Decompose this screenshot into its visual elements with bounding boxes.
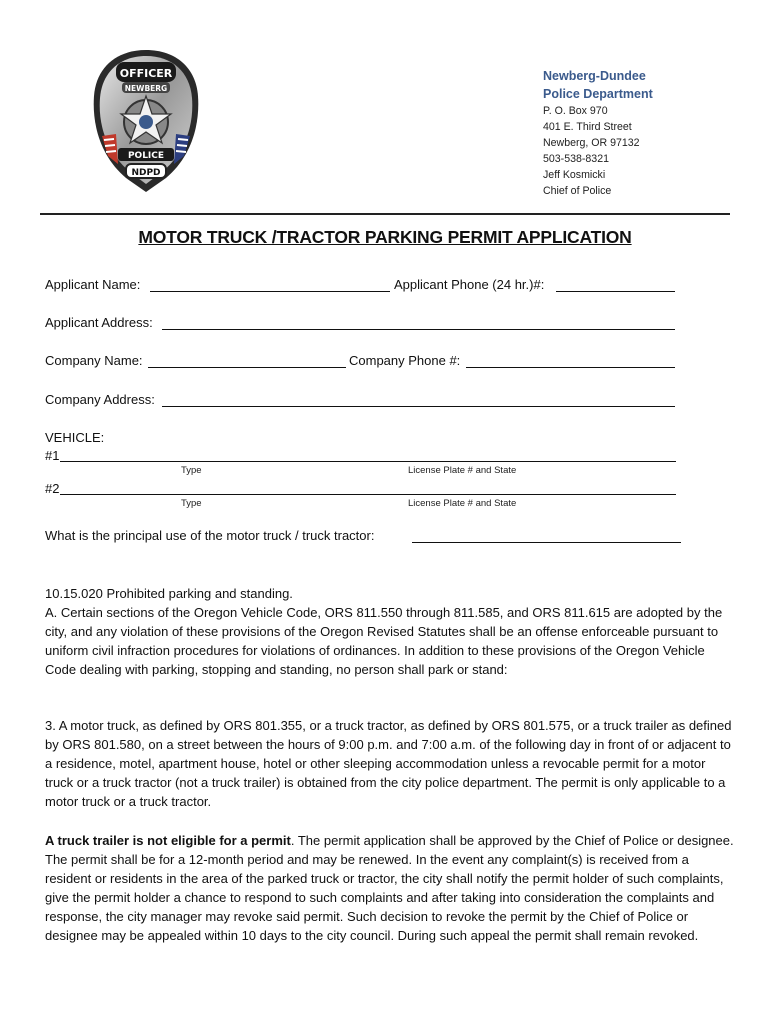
company-name-label: Company Name: <box>45 353 143 368</box>
chief-title: Chief of Police <box>543 185 612 197</box>
form-title: MOTOR TRUCK /TRACTOR PARKING PERMIT APPLICATION <box>138 227 632 247</box>
trailer-bold-text: A truck trailer is not eligible for a permit <box>45 833 291 848</box>
company-phone-label: Company Phone #: <box>349 353 461 368</box>
vehicle1-label: #1 <box>45 448 60 463</box>
applicant-address-field[interactable] <box>162 329 675 330</box>
company-phone-field[interactable] <box>466 367 675 368</box>
badge-abbr-text: NDPD <box>131 168 161 178</box>
company-address-label: Company Address: <box>45 392 155 407</box>
vehicle2-field[interactable] <box>60 494 676 495</box>
principal-use-field[interactable] <box>412 542 681 543</box>
company-address-field[interactable] <box>162 406 675 407</box>
department-city: Newberg, OR 97132 <box>543 137 640 149</box>
applicant-name-label: Applicant Name: <box>45 277 141 292</box>
department-address-block <box>543 67 743 199</box>
vehicle-label: VEHICLE: <box>45 430 105 445</box>
applicant-phone-label: Applicant Phone (24 hr.)#: <box>394 277 545 292</box>
paragraph-3: 3. A motor truck, as defined by ORS 801.355, or a truck tractor, as defined by ORS 801.575, or a truck trailer as defined by ORS 801.580, on a street between the hours of 9:00 p.m. and 7:00 a.m. of the following day in front of or adjacent to a residence, motel, apartment house, hotel or other sleeping accommodation unless a revocable permit for a motor truck or a truck tractor (not a truck trailer) is obtained from the city police department. The permit is only applicable to a motor truck or a truck tractor. <box>45 718 732 809</box>
vehicle1-type-caption: Type <box>181 465 202 476</box>
department-phone: 503-538-8321 <box>543 153 609 165</box>
applicant-name-field[interactable] <box>150 291 390 292</box>
applicant-phone-field[interactable] <box>556 291 675 292</box>
badge-police-text: POLICE <box>127 151 165 161</box>
chief-name: Jeff Kosmicki <box>543 169 606 181</box>
department-name-line2: Police Department <box>543 87 653 101</box>
section-heading: 10.15.020 Prohibited parking and standing. <box>45 586 293 601</box>
vehicle1-field[interactable] <box>60 461 676 462</box>
vehicle2-label: #2 <box>45 481 60 496</box>
department-street: 401 E. Third Street <box>543 121 632 133</box>
header-divider <box>40 213 730 215</box>
vehicle2-type-caption: Type <box>181 498 202 509</box>
applicant-address-label: Applicant Address: <box>45 315 153 330</box>
company-name-field[interactable] <box>148 367 346 368</box>
paragraph-trailer <box>45 831 735 945</box>
principal-use-label: What is the principal use of the motor truck / truck tractor: <box>45 528 375 543</box>
badge-top-text: OFFICER <box>119 67 173 80</box>
vehicle1-plate-caption: License Plate # and State <box>408 465 517 476</box>
trailer-rest-text: . The permit application shall be approved by the Chief of Police or designee. The permit shall be for a 12-month period and may be renewed. In the event any complaint(s) is received from a resident or residents in the area of the parked truck or tractor, the city shall notify the permit holder of such complaints, give the permit holder a chance to respond to such complaints and after taking into consideration the complaints and response, the city manager may revoke said permit. Such decision to revoke the permit by the Chief of Police or designee may be appealed within 10 days to the city council. During such appeal the permit shall remain revoked. <box>45 833 734 943</box>
department-name-line1: Newberg-Dundee <box>543 69 646 83</box>
paragraph-a: A. Certain sections of the Oregon Vehicle Code, ORS 811.550 through 811.585, and ORS 811.615 are adopted by the city, and any violation of these provisions of the Oregon Revised Statutes shall be an offense enforceable pursuant to uniform civil infraction procedures for violations of ordinances. In addition to these provisions of the Oregon Vehicle Code dealing with parking, stopping and standing, no person shall park or stand: <box>45 605 723 677</box>
police-badge-logo <box>86 46 206 196</box>
department-po-box: P. O. Box 970 <box>543 105 608 117</box>
vehicle2-plate-caption: License Plate # and State <box>408 498 517 509</box>
badge-city-text: NEWBERG <box>124 84 168 93</box>
